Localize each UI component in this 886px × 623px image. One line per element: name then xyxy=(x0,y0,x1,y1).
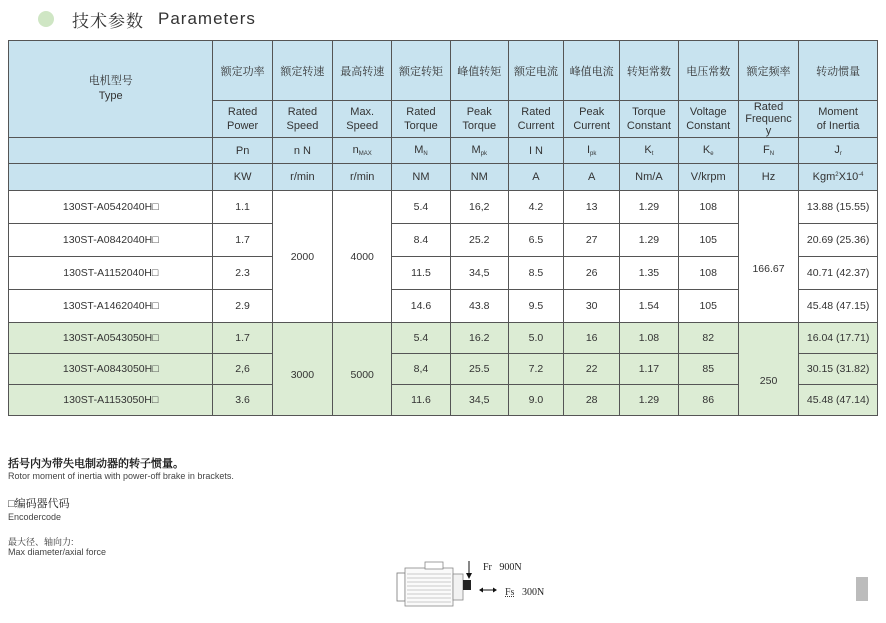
cell-current: 9.0 xyxy=(508,385,563,416)
title-chinese: 技术参数 xyxy=(72,11,144,31)
section-title xyxy=(38,8,256,30)
cell-current: 9.5 xyxy=(508,290,563,323)
unit-current: A xyxy=(508,164,563,191)
header-cn: 转矩常数 xyxy=(620,41,678,101)
cell-peak-torque: 16.2 xyxy=(450,323,508,354)
cell-peak-current: 27 xyxy=(564,224,620,257)
symbol-mpk: $M_{pk}$ xyxy=(450,138,508,164)
fr-label: Fr xyxy=(483,562,492,573)
header-cn: 电压常数 xyxy=(678,41,738,101)
symbol-ke: $K_e$ xyxy=(678,138,738,164)
cell-power: 2.3 xyxy=(213,257,272,290)
cell-ke: 86 xyxy=(678,385,738,416)
brake-note-en: Rotor moment of inertia with power-off brake in brackets. xyxy=(8,471,234,481)
cell-power: 1.1 xyxy=(213,191,272,224)
header-en: Rated Frequenc y xyxy=(738,101,798,138)
cell-torque: 14.6 xyxy=(392,290,450,323)
cell-current: 5.0 xyxy=(508,323,563,354)
header-en: Torque Constant xyxy=(620,101,678,138)
cell-kt: 1.29 xyxy=(620,191,678,224)
header-cn: 转动惯量 xyxy=(799,41,878,101)
brake-note-cn: 括号内为带失电制动器的转子惯量。 xyxy=(8,458,184,470)
cell-max-speed: 5000 xyxy=(333,323,392,416)
force-note-cn: 最大径、轴向力: xyxy=(8,537,74,547)
header-en: Rated Power xyxy=(213,101,272,138)
cell-power: 1.7 xyxy=(213,323,272,354)
cell-inertia: 20.69 (25.36) xyxy=(799,224,878,257)
unit-freq: Hz xyxy=(738,164,798,191)
symbol-nmax: $n_{MAX}$ xyxy=(333,138,392,164)
header-cn: 额定转矩 xyxy=(392,41,450,101)
cell-current: 6.5 xyxy=(508,224,563,257)
cell-kt: 1.17 xyxy=(620,354,678,385)
cell-inertia: 45.48 (47.14) xyxy=(799,385,878,416)
cell-kt: 1.35 xyxy=(620,257,678,290)
header-en: Peak Torque xyxy=(450,101,508,138)
symbol-mn: $M_N$ xyxy=(392,138,450,164)
fs-label: Fs xyxy=(505,587,515,598)
cell-model: 130ST-A0843050H□ xyxy=(9,354,213,385)
symbol-nn: n N xyxy=(272,138,332,164)
cell-torque: 11.6 xyxy=(392,385,450,416)
cell-torque: 5.4 xyxy=(392,323,450,354)
unit-peak-torque: NM xyxy=(450,164,508,191)
cell-peak-current: 16 xyxy=(564,323,620,354)
header-en: Moment of Inertia xyxy=(799,101,878,138)
cell-inertia: 16.04 (17.71) xyxy=(799,323,878,354)
cell-ke: 108 xyxy=(678,257,738,290)
cell-power: 1.7 xyxy=(213,224,272,257)
cell-current: 7.2 xyxy=(508,354,563,385)
cell-model: 130ST-A0542040H□ xyxy=(9,191,213,224)
bullet-dot-icon xyxy=(38,11,54,27)
cell-power: 2.9 xyxy=(213,290,272,323)
parameters-table xyxy=(8,40,878,416)
header-row-cn xyxy=(9,41,878,101)
cell-current: 4.2 xyxy=(508,191,563,224)
model-header-en: Type xyxy=(98,90,123,102)
header-en: Voltage Constant xyxy=(678,101,738,138)
fr-value: 900N xyxy=(499,562,522,573)
cell-power: 2,6 xyxy=(213,354,272,385)
cell-kt: 1.29 xyxy=(620,385,678,416)
unit-ke: V/krpm xyxy=(678,164,738,191)
cell-rated-speed: 3000 xyxy=(272,323,332,416)
cell-ke: 108 xyxy=(678,191,738,224)
unit-peak-current: A xyxy=(564,164,620,191)
cell-max-speed: 4000 xyxy=(333,191,392,323)
cell-inertia: 30.15 (31.82) xyxy=(799,354,878,385)
unit-maxspeed: r/min xyxy=(333,164,392,191)
cell-frequency: 250 xyxy=(738,323,798,416)
cell-current: 8.5 xyxy=(508,257,563,290)
scroll-indicator[interactable] xyxy=(856,577,868,601)
header-row-symbols xyxy=(9,138,878,164)
radial-force-label xyxy=(483,562,522,573)
header-spacer xyxy=(9,138,213,164)
encoder-note-en: Encodercode xyxy=(8,512,62,522)
header-en: Rated Speed xyxy=(272,101,332,138)
header-row-units xyxy=(9,164,878,191)
cell-peak-current: 26 xyxy=(564,257,620,290)
table-row xyxy=(9,191,878,224)
cell-ke: 105 xyxy=(678,224,738,257)
cell-kt: 1.29 xyxy=(620,224,678,257)
cell-model: 130ST-A1462040H□ xyxy=(9,290,213,323)
cell-peak-current: 13 xyxy=(564,191,620,224)
cell-model: 130ST-A0842040H□ xyxy=(9,224,213,257)
unit-torque: NM xyxy=(392,164,450,191)
cell-model: 130ST-A0543050H□ xyxy=(9,323,213,354)
cell-kt: 1.08 xyxy=(620,323,678,354)
cell-peak-current: 28 xyxy=(564,385,620,416)
unit-inertia: $Kgm^2X10^{-4}$ xyxy=(799,164,878,191)
header-cn: 最高转速 xyxy=(333,41,392,101)
cell-peak-torque: 34,5 xyxy=(450,385,508,416)
cell-inertia: 13.88 (15.55) xyxy=(799,191,878,224)
axial-force-label xyxy=(505,587,544,598)
cell-frequency: 166.67 xyxy=(738,191,798,323)
cell-ke: 85 xyxy=(678,354,738,385)
unit-power: KW xyxy=(213,164,272,191)
symbol-kt: $K_t$ xyxy=(620,138,678,164)
cell-torque: 11.5 xyxy=(392,257,450,290)
notes-section xyxy=(8,458,608,557)
symbol-in: I N xyxy=(508,138,563,164)
header-cn: 额定转速 xyxy=(272,41,332,101)
cell-peak-torque: 16,2 xyxy=(450,191,508,224)
cell-peak-torque: 43.8 xyxy=(450,290,508,323)
model-header xyxy=(9,41,213,138)
cell-peak-torque: 25.5 xyxy=(450,354,508,385)
model-header-cn: 电机型号 xyxy=(88,75,133,87)
title-english: Parameters xyxy=(158,9,256,28)
fs-value: 300N xyxy=(521,587,545,598)
cell-torque: 5.4 xyxy=(392,191,450,224)
header-cn: 额定电流 xyxy=(508,41,563,101)
cell-kt: 1.54 xyxy=(620,290,678,323)
unit-kt: Nm/A xyxy=(620,164,678,191)
cell-torque: 8.4 xyxy=(392,224,450,257)
symbol-ipk: $I_{pk}$ xyxy=(564,138,620,164)
force-note-en: Max diameter/axial force xyxy=(8,547,107,557)
encoder-note-cn: □编码器代码 xyxy=(8,498,70,510)
symbol-pn: Pn xyxy=(213,138,272,164)
header-cn: 峰值转矩 xyxy=(450,41,508,101)
header-en: Rated Torque xyxy=(392,101,450,138)
cell-ke: 105 xyxy=(678,290,738,323)
header-cn: 峰值电流 xyxy=(564,41,620,101)
cell-rated-speed: 2000 xyxy=(272,191,332,323)
cell-peak-torque: 25.2 xyxy=(450,224,508,257)
unit-speed: r/min xyxy=(272,164,332,191)
cell-ke: 82 xyxy=(678,323,738,354)
header-en: Peak Current xyxy=(564,101,620,138)
header-cn: 额定功率 xyxy=(213,41,272,101)
cell-peak-current: 22 xyxy=(564,354,620,385)
cell-inertia: 40.71 (42.37) xyxy=(799,257,878,290)
cell-model: 130ST-A1152040H□ xyxy=(9,257,213,290)
cell-peak-torque: 34,5 xyxy=(450,257,508,290)
cell-power: 3.6 xyxy=(213,385,272,416)
header-en: Rated Current xyxy=(508,101,563,138)
table-row xyxy=(9,323,878,354)
header-en: Max. Speed xyxy=(333,101,392,138)
cell-model: 130ST-A1153050H□ xyxy=(9,385,213,416)
symbol-fn: $F_N$ xyxy=(738,138,798,164)
symbol-jr: $J_r$ xyxy=(799,138,878,164)
cell-inertia: 45.48 (47.15) xyxy=(799,290,878,323)
header-spacer xyxy=(9,164,213,191)
cell-peak-current: 30 xyxy=(564,290,620,323)
header-cn: 额定频率 xyxy=(738,41,798,101)
cell-torque: 8,4 xyxy=(392,354,450,385)
